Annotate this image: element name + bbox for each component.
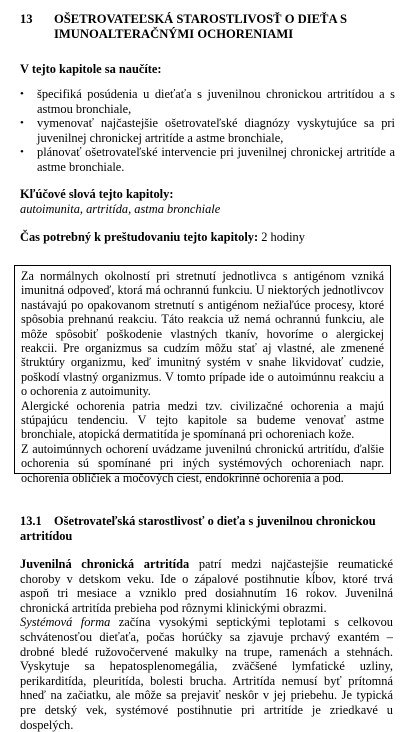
term-juvenile-arthritis: Juvenilná chronická artritída [20, 557, 190, 571]
list-item: • vymenovať najčastejšie ošetrovateľské diagnózy vyskytujúce sa pri juvenilnej chronickej artritíde a astme bronchiale, [20, 116, 395, 145]
keywords-heading: Kľúčové slová tejto kapitoly: [20, 187, 174, 201]
bullet-icon: • [20, 88, 24, 100]
keywords-text: autoimunita, artritída, astma bronchiale [20, 202, 221, 216]
section-title-line1: Ošetrovateľská starostlivosť o dieťa s juvenilnou chronickou [54, 514, 376, 528]
bullet-icon: • [20, 146, 24, 159]
list-item: • špecifiká posúdenia u dieťaťa s juvenilnou chronickou artritídou a s astmou bronchiale, [20, 87, 395, 116]
bullet-icon: • [20, 117, 24, 130]
learning-goals-heading: V tejto kapitole sa naučíte: [20, 62, 162, 76]
intro-paragraph: Za normálnych okolností pri stretnutí jednotlivca s antigénom vzniká imunitná odpoveď, ktorá má ochrannú funkciu. U niektorých jednotlivcov nastávajú po opakovanom stretnutí s antigénom nežiaľúce procesy, ktoré spôsobia prehnanú reakciu. Táto reakcia už nemá ochrannú funkciu, ale môže spôsobiť poškodenie vlastných tkanív, hovoríme o alergickej reakcii. Pre organizmus sa cudzím môžu stať aj vlastné, ale zmenené štruktúry organizmu, keď imunitný systém v snahe likvidovať cudzie, poškodí vlastný organizmus. V tomto prípade ide o autoimúnnu reakciu a o ochorenia z autoimunity. [21, 269, 384, 399]
body-paragraph: Juvenilná chronická artritída patrí medzi najčastejšie reumatické choroby v detskom veku. Ide o zápalové postihnutie kĺbov, ktoré trvá aspoň tri mesiace a vzniklo pred dosiahnutím 16 rokov. Juvenilná chronická artritída prebieha pod rôznymi klinickými obrazmi. [20, 557, 393, 615]
study-time-value: 2 hodiny [261, 230, 305, 244]
chapter-title: OŠETROVATEĽSKÁ STAROSTLIVOSŤ O DIEŤA S IMUNOALTERAČNÝMI OCHORENIAMI [54, 12, 348, 41]
study-time-label: Čas potrebný k preštudovaniu tejto kapitoly: [20, 230, 259, 244]
chapter-number: 13 [20, 12, 33, 26]
intro-paragraph: Alergické ochorenia patria medzi tzv. civilizačné ochorenia a majú stúpajúcu tendenciu. V tejto kapitole sa budeme venovať astme bronchiale, atopická dermatitída je spomínaná pri ochoreniach kože. [21, 398, 384, 442]
term-systemic-form: Systémová forma [20, 615, 111, 630]
body-paragraph: Systémová forma začína vysokými septickými teplotami s celkovou schvátenosťou dieťaťa, počas horúčky sa zjavuje prchavý exantém – drobné bledé ružovočervené makulky na trupe, ramenách a stehnách. Vyskytuje sa hepatosplenomegália, zväčšené lymfatické uzliny, perikarditída, pleuritída, bolesti brucha. Artritída nemusí byť prítomná hneď na začiatku, ale môže sa prejaviť neskôr v jej priebehu. Je typická pre detský vek, systémové postihnutie pri artritíde je zriedkavé u dospelých. [20, 615, 393, 732]
intro-paragraph: Z autoimúnnych ochorení uvádzame juvenilnú chronickú artritídu, ďalšie ochorenia sú spomínané pri iných systémových ochoreniach napr. ochorenia obličiek a močových ciest, endokrinné ochorenia a pod. [21, 441, 384, 485]
section-number: 13.1 [20, 514, 42, 528]
study-time [20, 230, 400, 245]
intro-box [14, 265, 391, 485]
learning-goals-list [20, 87, 395, 175]
list-item: • plánovať ošetrovateľské intervencie pri juvenilnej chronickej artritíde a astme bronchiale. [20, 145, 395, 174]
section-title-line2: artritídou [20, 529, 73, 543]
section-body [20, 557, 393, 732]
